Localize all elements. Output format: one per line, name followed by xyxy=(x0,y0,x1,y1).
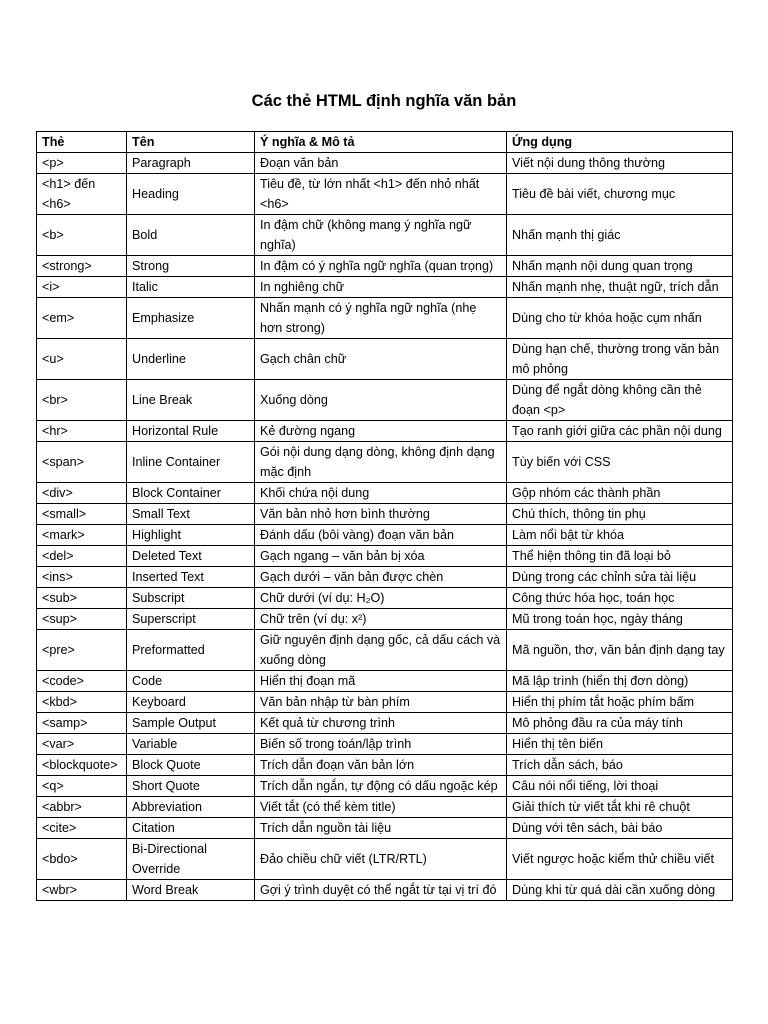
cell-description: Đánh dấu (bôi vàng) đoạn văn bản xyxy=(255,525,507,546)
cell-description: Chữ trên (ví dụ: x²) xyxy=(255,609,507,630)
table-row xyxy=(37,525,733,546)
cell-usage: Dùng cho từ khóa hoặc cụm nhấn xyxy=(507,298,733,339)
cell-name: Block Quote xyxy=(127,755,255,776)
cell-name: Emphasize xyxy=(127,298,255,339)
cell-usage: Tùy biến với CSS xyxy=(507,442,733,483)
cell-tag: <sup> xyxy=(37,609,127,630)
header-usage: Ứng dụng xyxy=(507,132,733,153)
table-row xyxy=(37,174,733,215)
table-row xyxy=(37,713,733,734)
cell-usage: Dùng hạn chế, thường trong văn bản mô phỏng xyxy=(507,339,733,380)
cell-tag: <wbr> xyxy=(37,880,127,901)
table-row xyxy=(37,421,733,442)
cell-name: Keyboard xyxy=(127,692,255,713)
cell-usage: Công thức hóa học, toán học xyxy=(507,588,733,609)
cell-tag: <span> xyxy=(37,442,127,483)
cell-usage: Chú thích, thông tin phụ xyxy=(507,504,733,525)
cell-name: Word Break xyxy=(127,880,255,901)
cell-description: Tiêu đề, từ lớn nhất <h1> đến nhỏ nhất <h6> xyxy=(255,174,507,215)
cell-usage: Mũ trong toán học, ngày tháng xyxy=(507,609,733,630)
cell-name: Small Text xyxy=(127,504,255,525)
cell-tag: <div> xyxy=(37,483,127,504)
cell-description: Trích dẫn ngắn, tự động có dấu ngoặc kép xyxy=(255,776,507,797)
cell-name: Strong xyxy=(127,256,255,277)
table-row xyxy=(37,671,733,692)
cell-usage: Câu nói nổi tiếng, lời thoại xyxy=(507,776,733,797)
cell-description: Văn bản nhập từ bàn phím xyxy=(255,692,507,713)
cell-description: In đậm có ý nghĩa ngữ nghĩa (quan trọng) xyxy=(255,256,507,277)
cell-description: Gạch ngang – văn bản bị xóa xyxy=(255,546,507,567)
cell-name: Inline Container xyxy=(127,442,255,483)
cell-description: Khối chứa nội dung xyxy=(255,483,507,504)
cell-description: In nghiêng chữ xyxy=(255,277,507,298)
cell-tag: <del> xyxy=(37,546,127,567)
document-title: Các thẻ HTML định nghĩa văn bản xyxy=(251,92,517,110)
cell-tag: <q> xyxy=(37,776,127,797)
cell-usage: Dùng trong các chỉnh sửa tài liệu xyxy=(507,567,733,588)
cell-usage: Gộp nhóm các thành phần xyxy=(507,483,733,504)
cell-name: Citation xyxy=(127,818,255,839)
table-row xyxy=(37,256,733,277)
table-row xyxy=(37,546,733,567)
table-row xyxy=(37,839,733,880)
cell-usage: Làm nổi bật từ khóa xyxy=(507,525,733,546)
table-body xyxy=(37,153,733,901)
cell-name: Abbreviation xyxy=(127,797,255,818)
cell-tag: <pre> xyxy=(37,630,127,671)
cell-description: Đoạn văn bản xyxy=(255,153,507,174)
cell-usage: Hiển thị phím tắt hoặc phím bấm xyxy=(507,692,733,713)
cell-description: Trích dẫn nguồn tài liệu xyxy=(255,818,507,839)
cell-tag: <abbr> xyxy=(37,797,127,818)
cell-usage: Hiển thị tên biến xyxy=(507,734,733,755)
header-description: Ý nghĩa & Mô tả xyxy=(255,132,507,153)
table-row xyxy=(37,298,733,339)
cell-description: Kẻ đường ngang xyxy=(255,421,507,442)
cell-name: Short Quote xyxy=(127,776,255,797)
cell-usage: Mã lập trình (hiển thị đơn dòng) xyxy=(507,671,733,692)
cell-tag: <br> xyxy=(37,380,127,421)
cell-usage: Dùng để ngắt dòng không cần thẻ đoạn <p> xyxy=(507,380,733,421)
cell-usage: Nhấn mạnh thị giác xyxy=(507,215,733,256)
header-tag: Thẻ xyxy=(37,132,127,153)
cell-name: Italic xyxy=(127,277,255,298)
cell-tag: <h1> đến <h6> xyxy=(37,174,127,215)
cell-name: Sample Output xyxy=(127,713,255,734)
header-name: Tên xyxy=(127,132,255,153)
cell-usage: Tạo ranh giới giữa các phần nội dung xyxy=(507,421,733,442)
cell-description: Gợi ý trình duyệt có thể ngắt từ tại vị trí đó xyxy=(255,880,507,901)
cell-name: Highlight xyxy=(127,525,255,546)
cell-name: Variable xyxy=(127,734,255,755)
cell-name: Underline xyxy=(127,339,255,380)
cell-description: Gói nội dung dạng dòng, không định dạng mặc định xyxy=(255,442,507,483)
cell-description: Biến số trong toán/lập trình xyxy=(255,734,507,755)
cell-description: In đậm chữ (không mang ý nghĩa ngữ nghĩa) xyxy=(255,215,507,256)
cell-name: Bold xyxy=(127,215,255,256)
table-row xyxy=(37,339,733,380)
cell-tag: <cite> xyxy=(37,818,127,839)
table-row xyxy=(37,483,733,504)
cell-description: Gạch chân chữ xyxy=(255,339,507,380)
table-row xyxy=(37,630,733,671)
table-row xyxy=(37,609,733,630)
cell-name: Horizontal Rule xyxy=(127,421,255,442)
table-header-row xyxy=(37,132,733,153)
cell-usage: Viết nội dung thông thường xyxy=(507,153,733,174)
table-row xyxy=(37,588,733,609)
cell-description: Xuống dòng xyxy=(255,380,507,421)
cell-name: Inserted Text xyxy=(127,567,255,588)
table-row xyxy=(37,504,733,525)
cell-description: Văn bản nhỏ hơn bình thường xyxy=(255,504,507,525)
cell-tag: <blockquote> xyxy=(37,755,127,776)
cell-tag: <samp> xyxy=(37,713,127,734)
cell-usage: Viết ngược hoặc kiểm thử chiều viết xyxy=(507,839,733,880)
cell-description: Giữ nguyên định dạng gốc, cả dấu cách và xuống dòng xyxy=(255,630,507,671)
cell-description: Viết tắt (có thể kèm title) xyxy=(255,797,507,818)
cell-name: Line Break xyxy=(127,380,255,421)
cell-tag: <ins> xyxy=(37,567,127,588)
cell-name: Superscript xyxy=(127,609,255,630)
table-row xyxy=(37,277,733,298)
html-tags-table xyxy=(36,131,733,901)
table-row xyxy=(37,734,733,755)
cell-tag: <small> xyxy=(37,504,127,525)
table-row xyxy=(37,880,733,901)
cell-description: Nhấn mạnh có ý nghĩa ngữ nghĩa (nhẹ hơn strong) xyxy=(255,298,507,339)
table-row xyxy=(37,818,733,839)
cell-tag: <var> xyxy=(37,734,127,755)
cell-tag: <code> xyxy=(37,671,127,692)
cell-tag: <strong> xyxy=(37,256,127,277)
cell-name: Block Container xyxy=(127,483,255,504)
cell-usage: Dùng khi từ quá dài cần xuống dòng xyxy=(507,880,733,901)
cell-tag: <p> xyxy=(37,153,127,174)
table-row xyxy=(37,380,733,421)
table-row xyxy=(37,797,733,818)
cell-name: Code xyxy=(127,671,255,692)
cell-tag: <kbd> xyxy=(37,692,127,713)
cell-usage: Giải thích từ viết tắt khi rê chuột xyxy=(507,797,733,818)
cell-usage: Trích dẫn sách, báo xyxy=(507,755,733,776)
table-row xyxy=(37,442,733,483)
cell-name: Subscript xyxy=(127,588,255,609)
table-row xyxy=(37,215,733,256)
cell-usage: Mô phỏng đầu ra của máy tính xyxy=(507,713,733,734)
cell-description: Kết quả từ chương trình xyxy=(255,713,507,734)
cell-name: Preformatted xyxy=(127,630,255,671)
cell-usage: Tiêu đề bài viết, chương mục xyxy=(507,174,733,215)
cell-usage: Nhấn mạnh nội dung quan trọng xyxy=(507,256,733,277)
cell-tag: <mark> xyxy=(37,525,127,546)
cell-description: Hiển thị đoạn mã xyxy=(255,671,507,692)
table-row xyxy=(37,567,733,588)
table-row xyxy=(37,153,733,174)
cell-tag: <b> xyxy=(37,215,127,256)
table-row xyxy=(37,776,733,797)
cell-name: Deleted Text xyxy=(127,546,255,567)
cell-description: Chữ dưới (ví dụ: H₂O) xyxy=(255,588,507,609)
cell-usage: Thể hiện thông tin đã loại bỏ xyxy=(507,546,733,567)
cell-tag: <u> xyxy=(37,339,127,380)
table-row xyxy=(37,755,733,776)
table-row xyxy=(37,692,733,713)
cell-tag: <i> xyxy=(37,277,127,298)
cell-tag: <hr> xyxy=(37,421,127,442)
cell-name: Heading xyxy=(127,174,255,215)
cell-description: Trích dẫn đoạn văn bản lớn xyxy=(255,755,507,776)
cell-name: Paragraph xyxy=(127,153,255,174)
cell-usage: Nhấn mạnh nhẹ, thuật ngữ, trích dẫn xyxy=(507,277,733,298)
cell-description: Gạch dưới – văn bản được chèn xyxy=(255,567,507,588)
cell-usage: Mã nguồn, thơ, văn bản định dạng tay xyxy=(507,630,733,671)
cell-tag: <em> xyxy=(37,298,127,339)
cell-name: Bi-Directional Override xyxy=(127,839,255,880)
cell-tag: <bdo> xyxy=(37,839,127,880)
cell-tag: <sub> xyxy=(37,588,127,609)
cell-usage: Dùng với tên sách, bài báo xyxy=(507,818,733,839)
cell-description: Đảo chiều chữ viết (LTR/RTL) xyxy=(255,839,507,880)
